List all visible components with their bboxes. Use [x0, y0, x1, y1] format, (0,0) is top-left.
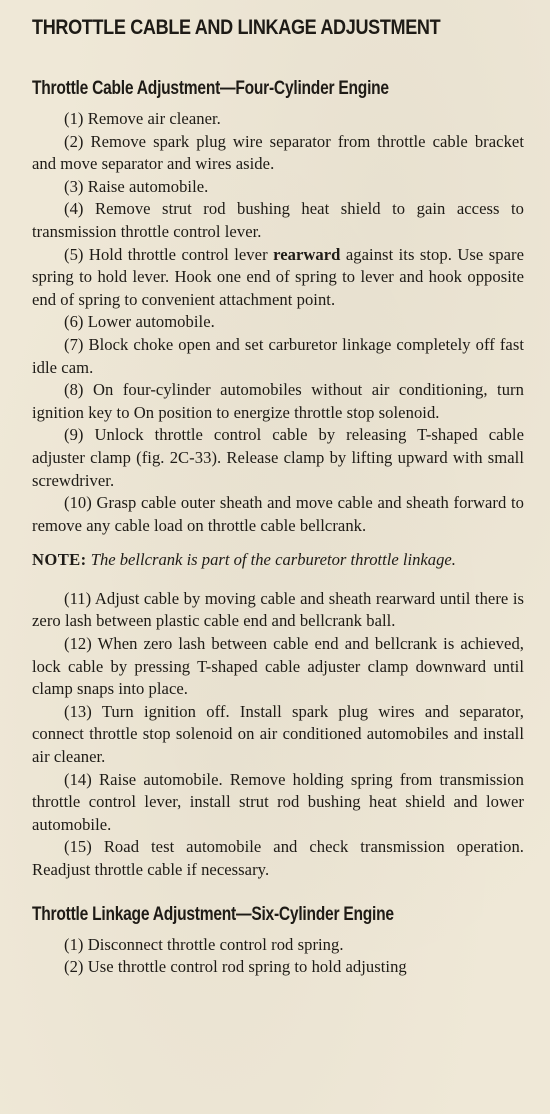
step-paragraph: [32, 334, 524, 379]
step-paragraph: [32, 379, 524, 424]
note-text: The bellcrank is part of the carburetor throttle linkage.: [90, 550, 456, 570]
step-text: Unlock throttle control cable by releasing T-shaped cable adjuster clamp (fig. 2C-33). Release clamp by lifting upward with small screwdriver.: [32, 425, 524, 490]
step-number: (6): [64, 312, 84, 332]
step-number: (10): [64, 493, 92, 513]
step-text: Remove strut rod bushing heat shield to gain access to transmission throttle control lever.: [32, 199, 524, 241]
step-paragraph: [32, 956, 524, 979]
step-text: Turn ignition off. Install spark plug wires and separator, connect throttle stop solenoid on air conditioned automobiles and install air cleaner.: [32, 701, 524, 767]
step-paragraph: [32, 633, 524, 701]
four-cylinder-steps: [32, 108, 524, 537]
step-number: (7): [64, 334, 84, 354]
step-text: Use throttle control rod spring to hold adjusting: [87, 957, 407, 977]
note-paragraph: [32, 549, 524, 572]
step-paragraph: [32, 131, 524, 176]
step-number: (15): [64, 837, 92, 857]
step-number: (11): [64, 588, 92, 608]
step-paragraph: [32, 492, 524, 537]
step-text: Lower automobile.: [87, 312, 215, 332]
step-text: Block choke open and set carburetor linkage completely off fast idle cam.: [32, 334, 524, 377]
step-number: (5): [64, 244, 84, 264]
step-number: (3): [64, 176, 84, 196]
step-paragraph: [32, 769, 524, 837]
step-paragraph: [32, 198, 524, 243]
step-number: (12): [64, 634, 92, 654]
step-paragraph: [32, 108, 524, 131]
step-text: Remove spark plug wire separator from throttle cable bracket and move separator and wires aside.: [32, 131, 524, 174]
step-text: Grasp cable outer sheath and move cable and sheath forward to remove any cable load on throttle cable bellcrank.: [32, 493, 524, 535]
step-number: (9): [64, 425, 84, 445]
step-text: Raise automobile. Remove holding spring from transmission throttle control lever, install strut rod bushing heat shield and lower automobile.: [32, 769, 524, 834]
step-text: Raise automobile.: [87, 176, 209, 196]
step-text: Adjust cable by moving cable and sheath rearward until there is zero lash between plastic cable end and bellcrank ball.: [32, 588, 524, 631]
step-paragraph: [32, 836, 524, 881]
four-cylinder-steps-continued: [32, 588, 524, 882]
step-emphasis: rearward: [273, 244, 341, 264]
step-text: On four-cylinder automobiles without air conditioning, turn ignition key to On position to energize throttle stop solenoid.: [32, 380, 524, 422]
step-paragraph: [32, 244, 524, 312]
note-label: NOTE:: [32, 550, 87, 570]
step-text: When zero lash between cable end and bellcrank is achieved, lock cable by pressing T-shaped cable adjuster clamp downward until clamp snaps into place.: [32, 634, 524, 699]
step-number: (8): [64, 380, 84, 400]
step-text: Hold throttle control lever: [88, 244, 268, 264]
step-paragraph: [32, 588, 524, 633]
step-text: against its stop. Use spare spring to hold lever. Hook one end of spring to lever and hook opposite end of spring to convenient attachment point.: [32, 244, 524, 309]
step-paragraph: [32, 176, 524, 199]
step-number: (4): [64, 199, 84, 219]
step-number: (2): [64, 957, 84, 977]
six-cylinder-steps: [32, 934, 524, 979]
step-paragraph: [32, 424, 524, 492]
step-text: Road test automobile and check transmission operation. Readjust throttle cable if necessary.: [32, 837, 524, 879]
step-paragraph: [32, 934, 524, 957]
step-number: (2): [64, 131, 84, 151]
page-title: THROTTLE CABLE AND LINKAGE ADJUSTMENT: [32, 16, 441, 39]
step-paragraph: [32, 311, 524, 334]
step-number: (1): [64, 109, 84, 128]
step-text: Disconnect throttle control rod spring.: [87, 934, 344, 954]
step-number: (1): [64, 934, 84, 954]
section-heading-four-cylinder: Throttle Cable Adjustment—Four-Cylinder Engine: [32, 78, 389, 99]
section-heading-six-cylinder: Throttle Linkage Adjustment—Six-Cylinder Engine: [32, 903, 394, 925]
step-text: Remove air cleaner.: [87, 109, 221, 128]
step-paragraph: [32, 701, 524, 769]
step-number: (14): [64, 769, 92, 789]
step-number: (13): [64, 701, 92, 721]
